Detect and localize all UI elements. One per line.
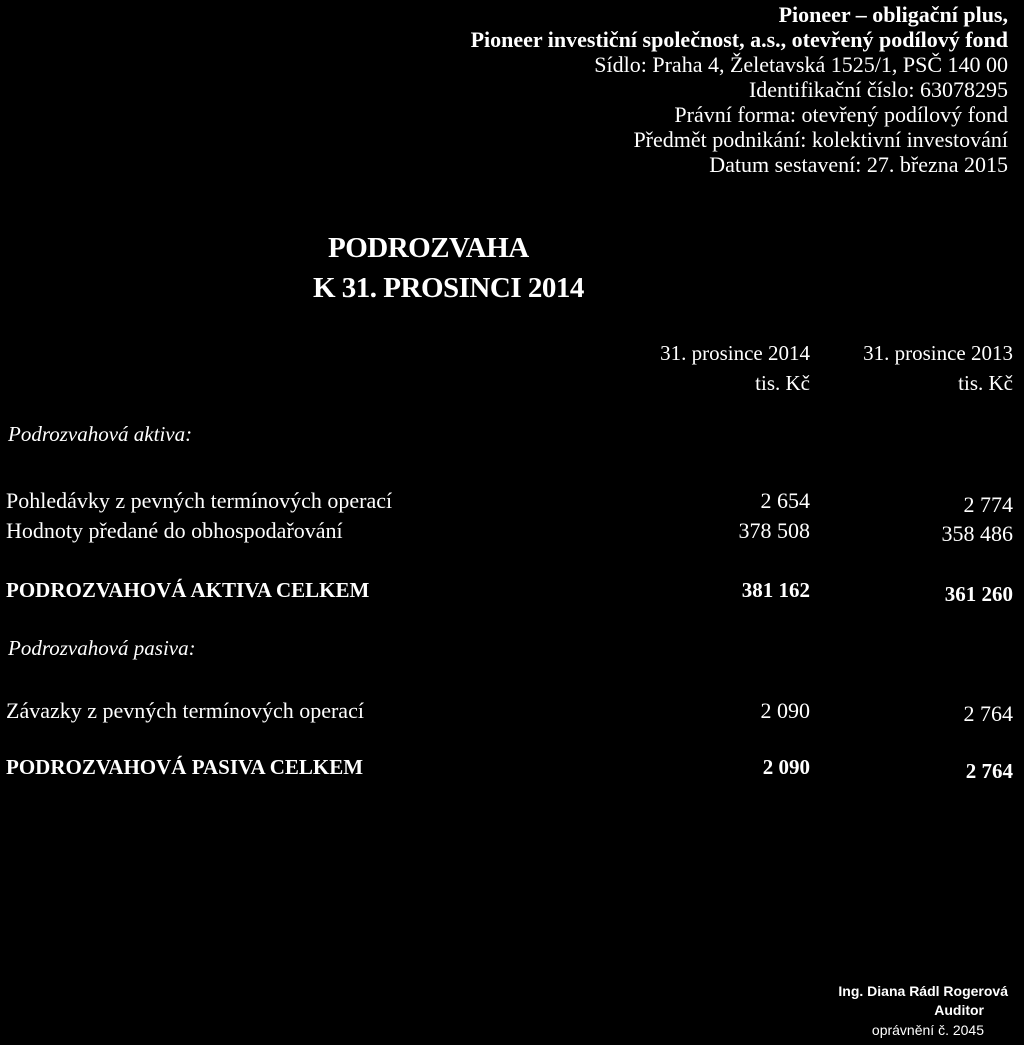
auditor-role: Auditor [934, 1002, 984, 1018]
table-row-label: Závazky z pevných termínových operací [6, 698, 364, 723]
auditor-license: oprávnění č. 2045 [871, 1022, 984, 1038]
liabilities-section-label: Podrozvahová pasiva: [8, 636, 196, 660]
assets-total-value-2013: 361 260 [944, 582, 1013, 606]
liabilities-total-value-2013: 2 764 [965, 759, 1013, 783]
fund-name-line2: Pioneer investiční společnost, a.s., otevřený podílový fond [470, 27, 1008, 52]
seat-line: Sídlo: Praha 4, Želetavská 1525/1, PSČ 140 00 [594, 52, 1008, 77]
column-unit-2013: tis. Kč [958, 371, 1013, 395]
date-compiled-line: Datum sestavení: 27. března 2015 [709, 152, 1008, 177]
table-row-value-2013: 358 486 [941, 521, 1013, 546]
table-row-value-2014: 378 508 [738, 518, 810, 543]
legal-form-line: Právní forma: otevřený podílový fond [674, 102, 1008, 127]
table-row-value-2014: 2 654 [760, 488, 810, 513]
auditor-name: Ing. Diana Rádl Rogerová [838, 983, 1008, 999]
business-line: Předmět podnikání: kolektivní investování [633, 127, 1008, 152]
id-number-line: Identifikační číslo: 63078295 [748, 77, 1008, 102]
assets-total-label: PODROZVAHOVÁ AKTIVA CELKEM [6, 578, 370, 602]
liabilities-total-value-2014: 2 090 [762, 755, 810, 779]
table-row-value-2013: 2 764 [963, 701, 1013, 726]
liabilities-total-label: PODROZVAHOVÁ PASIVA CELKEM [6, 755, 364, 779]
table-row-value-2013: 2 774 [963, 492, 1013, 517]
assets-section-label: Podrozvahová aktiva: [8, 422, 193, 446]
table-row-label: Hodnoty předané do obhospodařování [6, 518, 343, 543]
column-header-2013: 31. prosince 2013 [863, 341, 1013, 365]
column-header-2014: 31. prosince 2014 [660, 341, 810, 365]
table-row-label: Pohledávky z pevných termínových operací [6, 488, 393, 513]
column-unit-2014: tis. Kč [755, 371, 810, 395]
page-title: PODROZVAHA [328, 232, 529, 264]
fund-name-line1: Pioneer – obligační plus, [778, 2, 1008, 27]
assets-total-value-2014: 381 162 [741, 578, 810, 602]
page-subtitle: K 31. PROSINCI 2014 [313, 272, 584, 304]
table-row-value-2014: 2 090 [760, 698, 810, 723]
